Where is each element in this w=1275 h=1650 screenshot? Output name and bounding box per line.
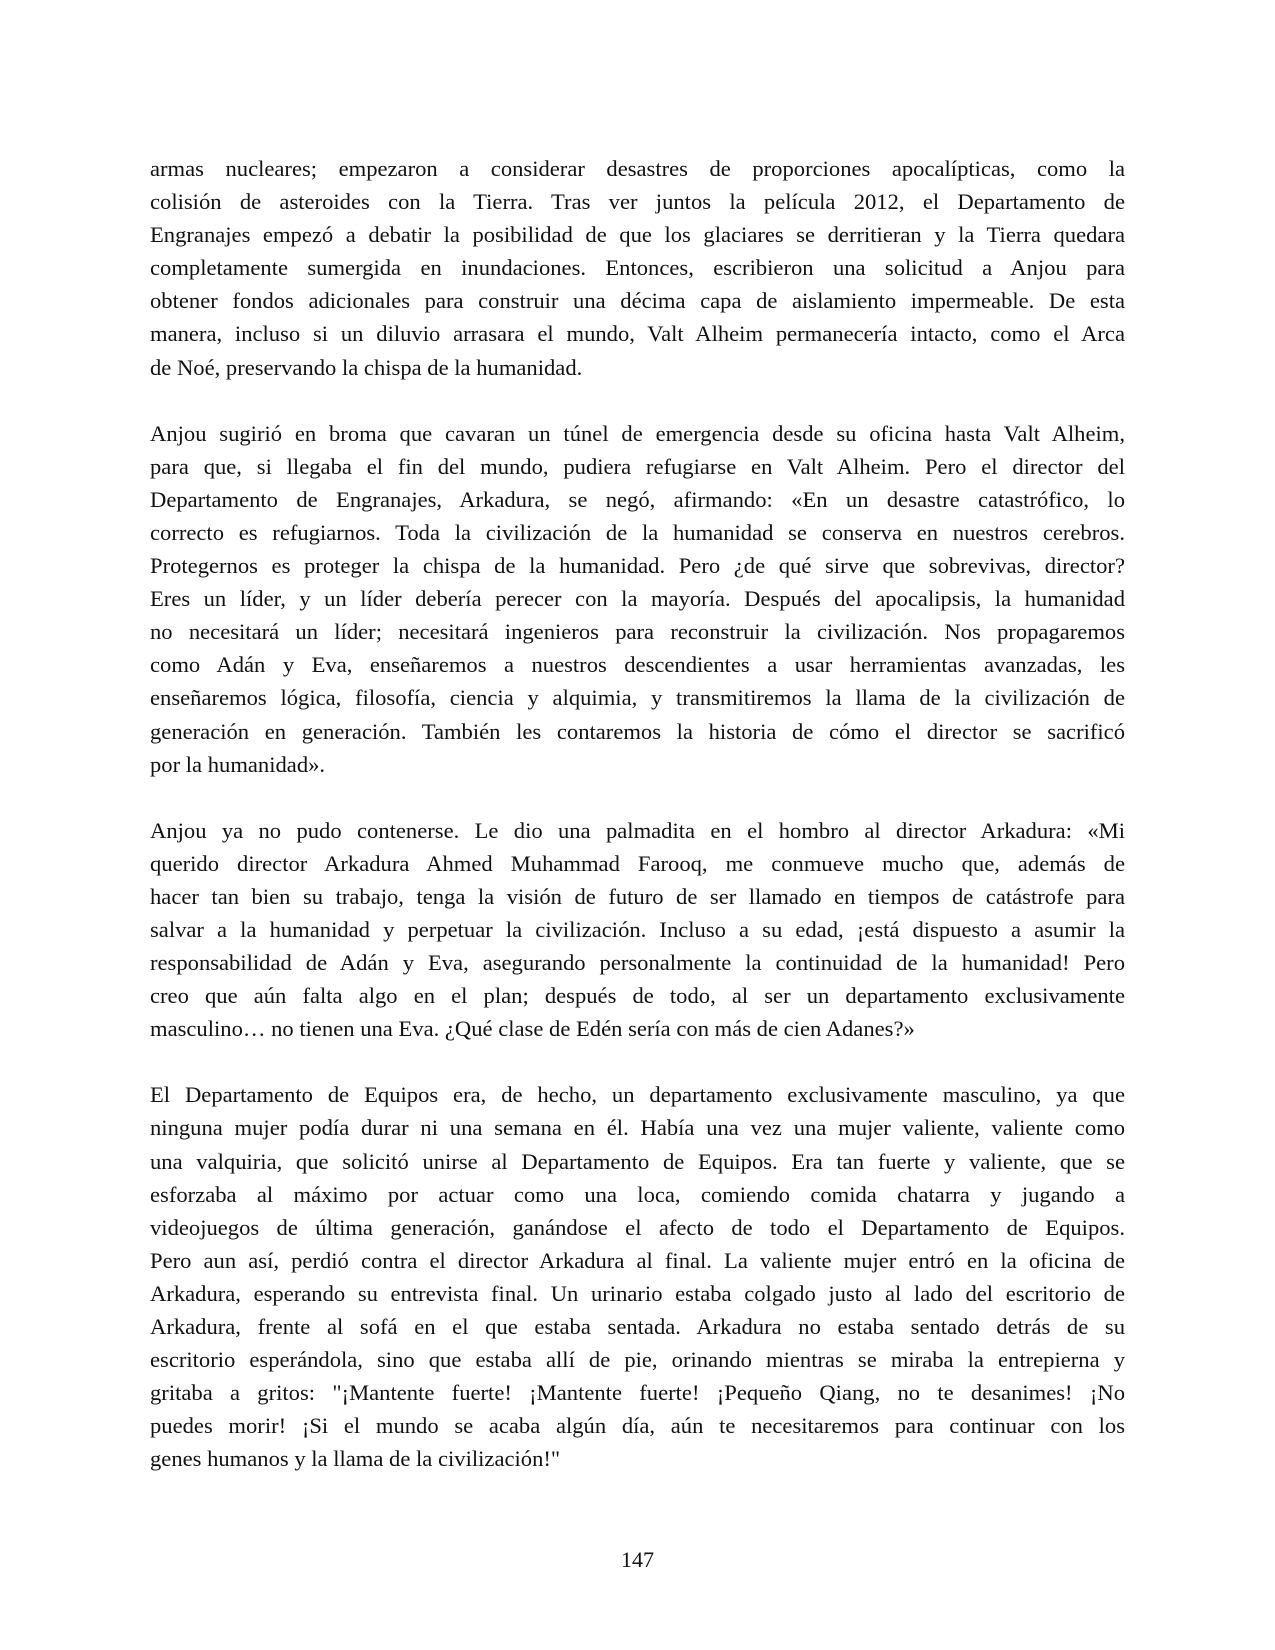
text-line: videojuegos de última generación, ganándose el afecto de todo el Departamento de Equipos. [150, 1214, 1125, 1240]
text-line: esforzaba al máximo por actuar como una loca, comiendo comida chatarra y jugando a [150, 1181, 1125, 1207]
text-line: obtener fondos adicionales para construir una décima capa de aislamiento impermeable. De esta [150, 288, 1125, 314]
text-line: completamente sumergida en inundaciones. Entonces, escribieron una solicitud a Anjou para [150, 255, 1125, 281]
text-line: correcto es refugiarnos. Toda la civilización de la humanidad se conserva en nuestros cerebros. [150, 519, 1125, 545]
text-line: Anjou sugirió en broma que cavaran un túnel de emergencia desde su oficina hasta Valt Alheim, [150, 420, 1125, 446]
text-line: escritorio esperándola, sino que estaba allí de pie, orinando mientras se miraba la entrepierna y [150, 1347, 1125, 1373]
text-line: masculino… no tienen una Eva. ¿Qué clase de Edén sería con más de cien Adanes?» [150, 1016, 915, 1042]
text-line: por la humanidad». [150, 751, 326, 777]
text-line: como Adán y Eva, enseñaremos a nuestros descendientes a usar herramientas avanzadas, les [150, 652, 1125, 678]
text-line: genes humanos y la llama de la civilización!" [150, 1446, 561, 1472]
text-line: Eres un líder, y un líder debería perecer con la mayoría. Después del apocalipsis, la humanidad [150, 586, 1125, 612]
text-line: ninguna mujer podía durar ni una semana en él. Había una vez una mujer valiente, valiente como [150, 1115, 1125, 1141]
page-number: 147 [621, 1547, 654, 1572]
text-line: Anjou ya no pudo contenerse. Le dio una palmadita en el hombro al director Arkadura: «Mi [150, 817, 1125, 843]
text-line: responsabilidad de Adán y Eva, asegurando personalmente la continuidad de la humanidad! Pero [150, 950, 1125, 976]
text-line: hacer tan bien su trabajo, tenga la visión de futuro de ser llamado en tiempos de catástrofe para [150, 883, 1125, 909]
text-line: enseñaremos lógica, filosofía, ciencia y alquimia, y transmitiremos la llama de la civilización de [150, 685, 1125, 711]
paragraph-2 [150, 417, 1125, 781]
paragraph-4 [150, 1078, 1125, 1475]
paragraph-3 [150, 814, 1125, 1046]
text-line: generación en generación. También les contaremos la historia de cómo el director se sacrificó [150, 718, 1125, 744]
text-line: para que, si llegaba el fin del mundo, pudiera refugiarse en Valt Alheim. Pero el director del [150, 453, 1125, 479]
text-line: Departamento de Engranajes, Arkadura, se negó, afirmando: «En un desastre catastrófico, lo [150, 486, 1125, 512]
text-line: Pero aun así, perdió contra el director Arkadura al final. La valiente mujer entró en la oficina de [150, 1247, 1125, 1273]
text-line: creo que aún falta algo en el plan; después de todo, al ser un departamento exclusivamente [150, 983, 1125, 1009]
text-line: una valquiria, que solicitó unirse al Departamento de Equipos. Era tan fuerte y valiente, que se [150, 1148, 1125, 1174]
text-line: El Departamento de Equipos era, de hecho, un departamento exclusivamente masculino, ya que [150, 1082, 1125, 1108]
text-line: puedes morir! ¡Si el mundo se acaba algún día, aún te necesitaremos para continuar con los [150, 1413, 1125, 1439]
text-line: Arkadura, frente al sofá en el que estaba sentada. Arkadura no estaba sentado detrás de su [150, 1314, 1125, 1339]
text-line: Engranajes empezó a debatir la posibilidad de que los glaciares se derritieran y la Tierra quedara [150, 222, 1125, 248]
text-line: salvar a la humanidad y perpetuar la civilización. Incluso a su edad, ¡está dispuesto a asumir la [150, 916, 1125, 942]
text-line: no necesitará un líder; necesitará ingenieros para reconstruir la civilización. Nos propagaremos [150, 619, 1125, 645]
text-line: Arkadura, esperando su entrevista final. Un urinario estaba colgado justo al lado del escritorio de [150, 1280, 1125, 1306]
text-line: manera, incluso si un diluvio arrasara el mundo, Valt Alheim permanecería intacto, como el Arca [150, 321, 1125, 347]
text-line: de Noé, preservando la chispa de la humanidad. [150, 354, 583, 380]
text-line: querido director Arkadura Ahmed Muhammad Farooq, me conmueve mucho que, además de [150, 850, 1125, 876]
text-line: armas nucleares; empezaron a considerar desastres de proporciones apocalípticas, como la [150, 156, 1125, 181]
document-body [150, 152, 1125, 1508]
text-line: gritaba a gritos: "¡Mantente fuerte! ¡Mantente fuerte! ¡Pequeño Qiang, no te desanimes! ¡No [150, 1380, 1125, 1406]
text-line: colisión de asteroides con la Tierra. Tras ver juntos la película 2012, el Departamento de [150, 189, 1125, 215]
text-line: Protegernos es proteger la chispa de la humanidad. Pero ¿de qué sirve que sobrevivas, director? [150, 553, 1125, 579]
paragraph-1 [150, 152, 1125, 384]
